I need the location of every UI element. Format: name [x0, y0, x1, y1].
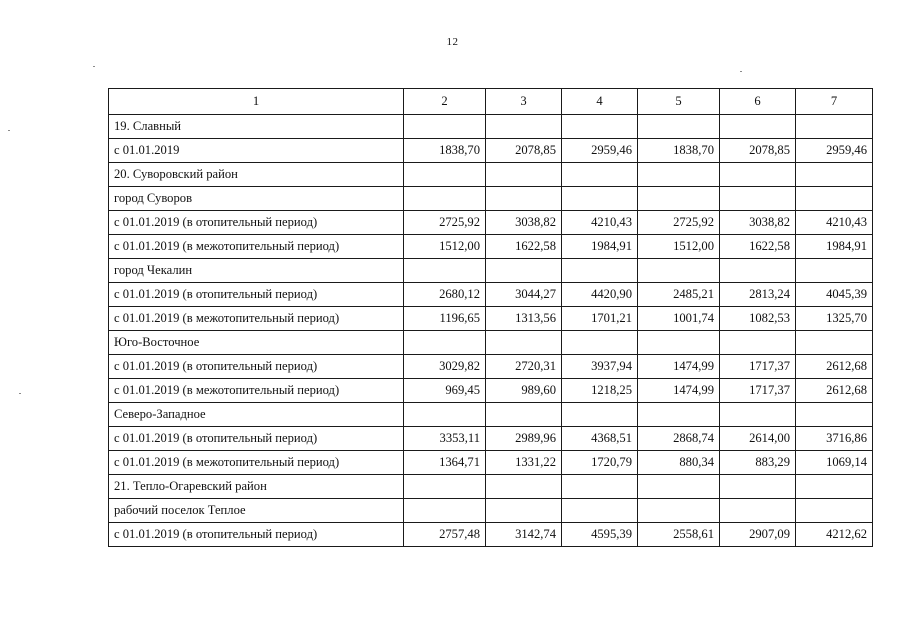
- value-cell: [796, 331, 873, 355]
- value-cell: [404, 259, 486, 283]
- value-cell: 1474,99: [638, 379, 720, 403]
- value-cell: 1512,00: [638, 235, 720, 259]
- value-cell: 2614,00: [720, 427, 796, 451]
- scan-speck: [93, 66, 95, 67]
- value-cell: 1512,00: [404, 235, 486, 259]
- value-cell: 880,34: [638, 451, 720, 475]
- value-cell: [486, 403, 562, 427]
- value-cell: 3029,82: [404, 355, 486, 379]
- value-cell: [404, 331, 486, 355]
- value-cell: [486, 187, 562, 211]
- header-cell: 1: [109, 89, 404, 115]
- value-cell: [562, 187, 638, 211]
- value-cell: 4210,43: [562, 211, 638, 235]
- value-cell: 4368,51: [562, 427, 638, 451]
- tariff-table: [108, 88, 873, 547]
- value-cell: [720, 475, 796, 499]
- table-row: [109, 139, 873, 163]
- value-cell: 2558,61: [638, 523, 720, 547]
- row-label: с 01.01.2019 (в отопительный период): [109, 427, 404, 451]
- value-cell: [796, 187, 873, 211]
- value-cell: [562, 259, 638, 283]
- table-row: [109, 523, 873, 547]
- scan-speck: [8, 130, 10, 131]
- value-cell: [486, 115, 562, 139]
- value-cell: 1001,74: [638, 307, 720, 331]
- value-cell: 1218,25: [562, 379, 638, 403]
- table-row: [109, 475, 873, 499]
- value-cell: 2868,74: [638, 427, 720, 451]
- value-cell: 3716,86: [796, 427, 873, 451]
- row-label: 19. Славный: [109, 115, 404, 139]
- value-cell: 2757,48: [404, 523, 486, 547]
- row-label: Юго-Восточное: [109, 331, 404, 355]
- value-cell: 2959,46: [796, 139, 873, 163]
- value-cell: 883,29: [720, 451, 796, 475]
- row-label: с 01.01.2019 (в отопительный период): [109, 523, 404, 547]
- header-cell: 4: [562, 89, 638, 115]
- value-cell: 1196,65: [404, 307, 486, 331]
- value-cell: [796, 259, 873, 283]
- value-cell: [796, 499, 873, 523]
- value-cell: [720, 259, 796, 283]
- value-cell: 4210,43: [796, 211, 873, 235]
- value-cell: 2680,12: [404, 283, 486, 307]
- value-cell: [638, 163, 720, 187]
- table-row: [109, 427, 873, 451]
- value-cell: 1474,99: [638, 355, 720, 379]
- value-cell: 2725,92: [404, 211, 486, 235]
- value-cell: 1717,37: [720, 355, 796, 379]
- value-cell: 2959,46: [562, 139, 638, 163]
- value-cell: 1325,70: [796, 307, 873, 331]
- value-cell: [404, 499, 486, 523]
- value-cell: 4212,62: [796, 523, 873, 547]
- value-cell: 4045,39: [796, 283, 873, 307]
- table-row: [109, 403, 873, 427]
- value-cell: [562, 499, 638, 523]
- value-cell: [638, 475, 720, 499]
- value-cell: 1838,70: [404, 139, 486, 163]
- table-row: [109, 331, 873, 355]
- value-cell: 2612,68: [796, 379, 873, 403]
- table-body: [109, 89, 873, 547]
- table-header-row: [109, 89, 873, 115]
- scan-speck: [19, 393, 21, 394]
- row-label: с 01.01.2019 (в межотопительный период): [109, 235, 404, 259]
- header-cell: 6: [720, 89, 796, 115]
- table-row: [109, 211, 873, 235]
- row-label: с 01.01.2019: [109, 139, 404, 163]
- value-cell: [796, 475, 873, 499]
- value-cell: [562, 475, 638, 499]
- value-cell: [796, 403, 873, 427]
- value-cell: 4595,39: [562, 523, 638, 547]
- value-cell: [486, 331, 562, 355]
- table-row: [109, 259, 873, 283]
- value-cell: 3038,82: [486, 211, 562, 235]
- row-label: Северо-Западное: [109, 403, 404, 427]
- table-row: [109, 163, 873, 187]
- header-cell: 5: [638, 89, 720, 115]
- value-cell: 1313,56: [486, 307, 562, 331]
- value-cell: 1838,70: [638, 139, 720, 163]
- value-cell: [486, 499, 562, 523]
- value-cell: [720, 163, 796, 187]
- value-cell: 1984,91: [796, 235, 873, 259]
- table-row: [109, 451, 873, 475]
- value-cell: [796, 163, 873, 187]
- row-label: с 01.01.2019 (в отопительный период): [109, 283, 404, 307]
- value-cell: 2989,96: [486, 427, 562, 451]
- value-cell: [486, 163, 562, 187]
- table-row: [109, 355, 873, 379]
- value-cell: [562, 163, 638, 187]
- value-cell: [404, 403, 486, 427]
- value-cell: 4420,90: [562, 283, 638, 307]
- value-cell: 2078,85: [486, 139, 562, 163]
- value-cell: [486, 475, 562, 499]
- value-cell: 3353,11: [404, 427, 486, 451]
- value-cell: 1069,14: [796, 451, 873, 475]
- value-cell: [638, 115, 720, 139]
- value-cell: 1717,37: [720, 379, 796, 403]
- value-cell: [404, 187, 486, 211]
- value-cell: [796, 115, 873, 139]
- value-cell: [562, 115, 638, 139]
- value-cell: [562, 331, 638, 355]
- table-row: [109, 499, 873, 523]
- row-label: рабочий поселок Теплое: [109, 499, 404, 523]
- value-cell: 1082,53: [720, 307, 796, 331]
- page-number: 12: [446, 36, 459, 48]
- value-cell: [404, 115, 486, 139]
- table-row: [109, 115, 873, 139]
- table-row: [109, 187, 873, 211]
- value-cell: 969,45: [404, 379, 486, 403]
- value-cell: [404, 475, 486, 499]
- row-label: с 01.01.2019 (в отопительный период): [109, 211, 404, 235]
- value-cell: 2720,31: [486, 355, 562, 379]
- value-cell: 1984,91: [562, 235, 638, 259]
- row-label: с 01.01.2019 (в межотопительный период): [109, 307, 404, 331]
- value-cell: [638, 259, 720, 283]
- value-cell: [720, 403, 796, 427]
- scan-speck: [740, 71, 742, 72]
- value-cell: 2725,92: [638, 211, 720, 235]
- row-label: город Суворов: [109, 187, 404, 211]
- row-label: с 01.01.2019 (в межотопительный период): [109, 451, 404, 475]
- value-cell: 2485,21: [638, 283, 720, 307]
- value-cell: 1720,79: [562, 451, 638, 475]
- value-cell: [638, 499, 720, 523]
- value-cell: [486, 259, 562, 283]
- value-cell: [638, 403, 720, 427]
- row-label: с 01.01.2019 (в межотопительный период): [109, 379, 404, 403]
- row-label: город Чекалин: [109, 259, 404, 283]
- value-cell: [638, 331, 720, 355]
- value-cell: [720, 115, 796, 139]
- header-cell: 2: [404, 89, 486, 115]
- table-row: [109, 307, 873, 331]
- value-cell: 3044,27: [486, 283, 562, 307]
- value-cell: [720, 187, 796, 211]
- value-cell: [720, 331, 796, 355]
- value-cell: 3142,74: [486, 523, 562, 547]
- value-cell: 1622,58: [486, 235, 562, 259]
- value-cell: [638, 187, 720, 211]
- value-cell: 2078,85: [720, 139, 796, 163]
- header-cell: 7: [796, 89, 873, 115]
- value-cell: 2813,24: [720, 283, 796, 307]
- value-cell: 1701,21: [562, 307, 638, 331]
- value-cell: 2612,68: [796, 355, 873, 379]
- row-label: 20. Суворовский район: [109, 163, 404, 187]
- value-cell: 1364,71: [404, 451, 486, 475]
- value-cell: 1331,22: [486, 451, 562, 475]
- value-cell: 3937,94: [562, 355, 638, 379]
- value-cell: [562, 403, 638, 427]
- table-row: [109, 235, 873, 259]
- value-cell: 1622,58: [720, 235, 796, 259]
- row-label: с 01.01.2019 (в отопительный период): [109, 355, 404, 379]
- row-label: 21. Тепло-Огаревский район: [109, 475, 404, 499]
- value-cell: [720, 499, 796, 523]
- value-cell: 3038,82: [720, 211, 796, 235]
- value-cell: 2907,09: [720, 523, 796, 547]
- table-row: [109, 283, 873, 307]
- value-cell: [404, 163, 486, 187]
- table-row: [109, 379, 873, 403]
- value-cell: 989,60: [486, 379, 562, 403]
- header-cell: 3: [486, 89, 562, 115]
